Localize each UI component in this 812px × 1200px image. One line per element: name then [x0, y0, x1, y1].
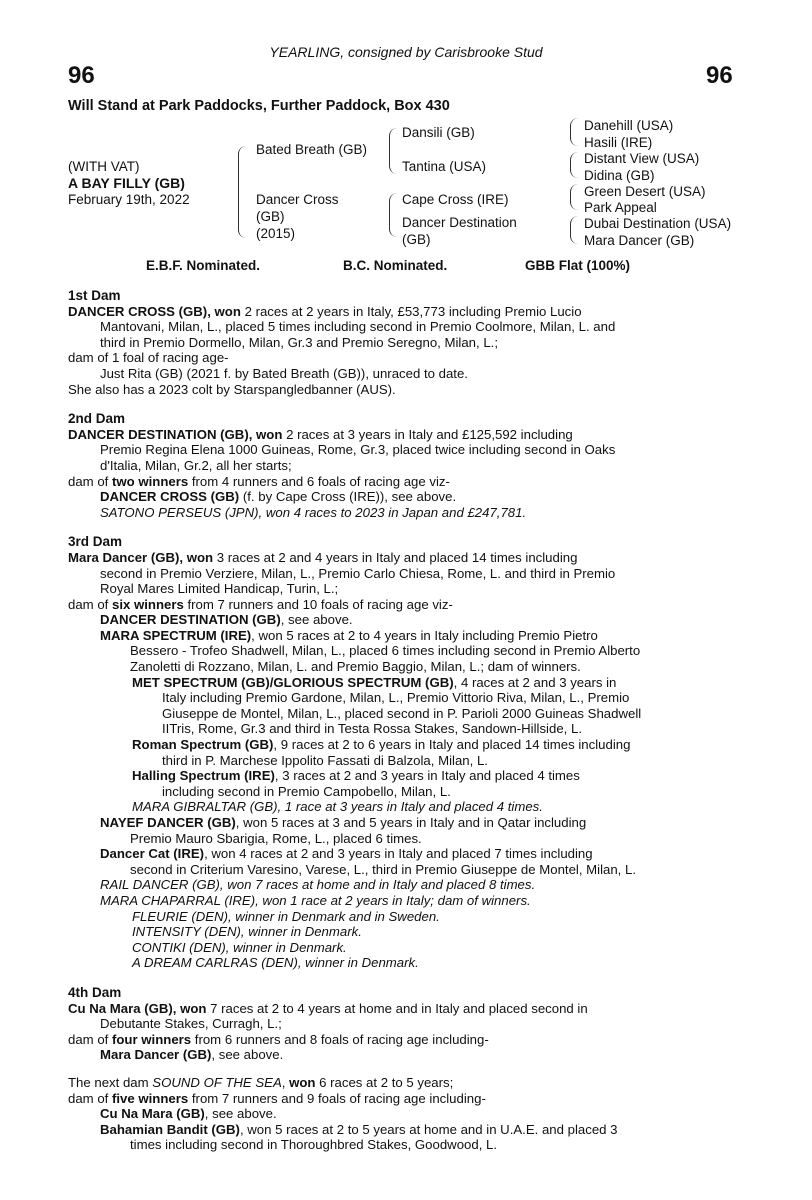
- foaling-date: February 19th, 2022: [68, 192, 190, 207]
- gg-brace-4: [570, 216, 580, 244]
- dam-sire: Cape Cross (IRE): [402, 192, 509, 207]
- gg-brace-3: [570, 184, 580, 210]
- third-dam-line: including second in Premio Campobello, Milan, L.: [162, 783, 451, 799]
- gg-brace-1: [570, 118, 580, 146]
- third-dam-line: IITris, Rome, Gr.3 and third in Testa Rossa Stakes, Sandown-Hillside, L.: [162, 721, 582, 737]
- produce-record: [68, 288, 748, 1153]
- fourth-dam-line: Debutante Stakes, Curragh, L.;: [100, 1016, 282, 1032]
- next-dam-line: The next dam SOUND OF THE SEA, won 6 races at 2 to 5 years;: [68, 1074, 454, 1090]
- dam-dam-line-1: Dancer Destination: [402, 215, 517, 230]
- next-dam-line: Cu Na Mara (GB), see above.: [100, 1106, 277, 1122]
- third-dam-line: second in Premio Verziere, Milan, L., Premio Carlo Chiesa, Rome, L. and third in Premio: [100, 565, 616, 581]
- third-dam-line: CONTIKI (DEN), winner in Denmark.: [132, 939, 347, 955]
- third-dam-line: NAYEF DANCER (GB), won 5 races at 3 and 5 years in Italy and in Qatar including: [100, 815, 587, 830]
- third-dam-line: Italy including Premio Gardone, Milan, L., Premio Vittorio Riva, Milan, L., Premio: [162, 690, 630, 706]
- gg-7: Dubai Destination (USA): [584, 216, 732, 231]
- third-dam-line: Dancer Cat (IRE), won 4 races at 2 and 3 years in Italy and placed 7 times including: [100, 846, 593, 862]
- fourth-dam-line: Mara Dancer (GB), see above.: [100, 1047, 284, 1063]
- gg-2: Hasili (IRE): [584, 135, 653, 150]
- sire-sire: Dansili (GB): [402, 125, 475, 140]
- next-dam-line: Bahamian Bandit (GB), won 5 races at 2 to 5 years at home and in U.A.E. and placed 3: [100, 1121, 618, 1137]
- third-dam-heading: 3rd Dam: [68, 534, 123, 550]
- first-dam-line: dam of 1 foal of racing age-: [68, 350, 229, 366]
- third-dam-line: Premio Mauro Sbarigia, Rome, L., placed 6 times.: [130, 830, 422, 846]
- next-dam-line: dam of five winners from 7 runners and 9 foals of racing age including-: [68, 1090, 486, 1106]
- second-dam-line: Premio Regina Elena 1000 Guineas, Rome, Gr.3, placed twice including second in Oaks: [100, 442, 616, 458]
- gg-6: Park Appeal: [584, 200, 657, 215]
- first-dam-line: Just Rita (GB) (2021 f. by Bated Breath (GB)), unraced to date.: [100, 365, 468, 381]
- vat-note: (WITH VAT): [68, 159, 140, 174]
- third-dam-line: Giuseppe de Montel, Milan, L., placed second in P. Parioli 2000 Guineas Shadwell: [162, 705, 642, 721]
- third-dam-line: third in P. Marchese Ippolito Fassati di Balzola, Milan, L.: [162, 752, 488, 768]
- gg-5: Green Desert (USA): [584, 184, 706, 199]
- gg-4: Didina (GB): [584, 168, 655, 183]
- gg-1: Danehill (USA): [584, 118, 674, 133]
- dam-line-1: Dancer Cross: [256, 192, 339, 207]
- stand-location: Will Stand at Park Paddocks, Further Paddock, Box 430: [68, 98, 450, 114]
- gg-3: Distant View (USA): [584, 151, 700, 166]
- fourth-dam-line: Cu Na Mara (GB), won 7 races at 2 to 4 years at home and in Italy and placed second in: [68, 1000, 588, 1016]
- third-dam-line: INTENSITY (DEN), winner in Denmark.: [132, 924, 362, 940]
- gg-8: Mara Dancer (GB): [584, 233, 695, 248]
- fourth-dam-heading: 4th Dam: [68, 984, 122, 1000]
- dam-line-2: (GB): [256, 209, 285, 224]
- dam-dam-line-2: (GB): [402, 232, 431, 247]
- gbb-nomination: GBB Flat (100%): [525, 258, 631, 273]
- third-dam-line: MARA SPECTRUM (IRE), won 5 races at 2 to 4 years in Italy including Premio Pietro: [100, 627, 598, 643]
- third-dam-line: RAIL DANCER (GB), won 7 races at home and in Italy and placed 8 times.: [100, 877, 536, 893]
- sire: Bated Breath (GB): [256, 142, 368, 157]
- third-dam-line: A DREAM CARLRAS (DEN), winner in Denmark.: [132, 955, 419, 971]
- first-dam-line: She also has a 2023 colt by Starspangledbanner (AUS).: [68, 381, 396, 397]
- third-dam-line: second in Criterium Varesino, Varese, L., third in Premio Giuseppe de Montel, Milan, L.: [130, 861, 636, 877]
- second-dam-heading: 2nd Dam: [68, 411, 126, 427]
- third-dam-line: dam of six winners from 7 runners and 10 foals of racing age viz-: [68, 596, 453, 612]
- third-dam-line: Bessero - Trofeo Shadwell, Milan, L., placed 6 times including second in Premio Alberto: [130, 643, 641, 659]
- first-dam-line: DANCER CROSS (GB), won 2 races at 2 years in Italy, £53,773 including Premio Lucio: [68, 303, 582, 319]
- third-dam-line: Royal Mares Limited Handicap, Turin, L.;: [100, 581, 339, 597]
- dam-brace: [389, 193, 399, 237]
- dam-line-3: (2015): [256, 226, 296, 241]
- third-dam-line: DANCER DESTINATION (GB), see above.: [100, 612, 353, 628]
- first-dam-heading: 1st Dam: [68, 288, 121, 303]
- third-dam-line: Roman Spectrum (GB), 9 races at 2 to 6 years in Italy and placed 14 times including: [132, 737, 631, 753]
- horse-description: A BAY FILLY (GB): [68, 175, 185, 191]
- consignment-header: YEARLING, consigned by Carisbrooke Stud: [269, 44, 543, 60]
- second-dam-line: SATONO PERSEUS (JPN), won 4 races to 2023 in Japan and £247,781.: [100, 504, 527, 520]
- third-dam-line: MARA CHAPARRAL (IRE), won 1 race at 2 years in Italy; dam of winners.: [100, 892, 531, 908]
- first-dam-line: third in Premio Dormello, Milan, Gr.3 and Premio Seregno, Milan, L.;: [100, 334, 498, 350]
- first-dam-line: Mantovani, Milan, L., placed 5 times including second in Premio Coolmore, Milan, L. and: [100, 319, 616, 335]
- bc-nomination: B.C. Nominated.: [343, 258, 448, 273]
- third-dam-line: MARA GIBRALTAR (GB), 1 race at 3 years in Italy and placed 4 times.: [132, 799, 543, 815]
- sire-brace: [389, 128, 399, 174]
- next-dam-line: times including second in Thoroughbred Stakes, Goodwood, L.: [130, 1137, 498, 1153]
- sire-dam: Tantina (USA): [402, 159, 487, 174]
- ebf-nomination: E.B.F. Nominated.: [146, 258, 261, 273]
- lot-number-left: 96: [68, 62, 95, 89]
- fourth-dam-line: dam of four winners from 6 runners and 8 foals of racing age including-: [68, 1031, 489, 1047]
- second-dam-line: DANCER DESTINATION (GB), won 2 races at 3 years in Italy and £125,592 including: [68, 426, 573, 442]
- second-dam-line: DANCER CROSS (GB) (f. by Cape Cross (IRE)), see above.: [100, 489, 457, 505]
- pedigree-main-brace: [238, 146, 248, 238]
- third-dam-line: Zanoletti di Rozzano, Milan, L. and Premio Baggio, Milan, L.; dam of winners.: [130, 659, 581, 675]
- gg-brace-2: [570, 152, 580, 178]
- lot-number-right: 96: [706, 62, 733, 89]
- second-dam-line: dam of two winners from 4 runners and 6 foals of racing age viz-: [68, 473, 450, 489]
- third-dam-line: MET SPECTRUM (GB)/GLORIOUS SPECTRUM (GB), 4 races at 2 and 3 years in: [132, 674, 617, 690]
- third-dam-line: Mara Dancer (GB), won 3 races at 2 and 4 years in Italy and placed 14 times including: [68, 549, 578, 565]
- third-dam-line: FLEURIE (DEN), winner in Denmark and in Sweden.: [132, 908, 440, 924]
- second-dam-line: d'Italia, Milan, Gr.2, all her starts;: [100, 457, 292, 473]
- third-dam-line: Halling Spectrum (IRE), 3 races at 2 and 3 years in Italy and placed 4 times: [132, 768, 580, 784]
